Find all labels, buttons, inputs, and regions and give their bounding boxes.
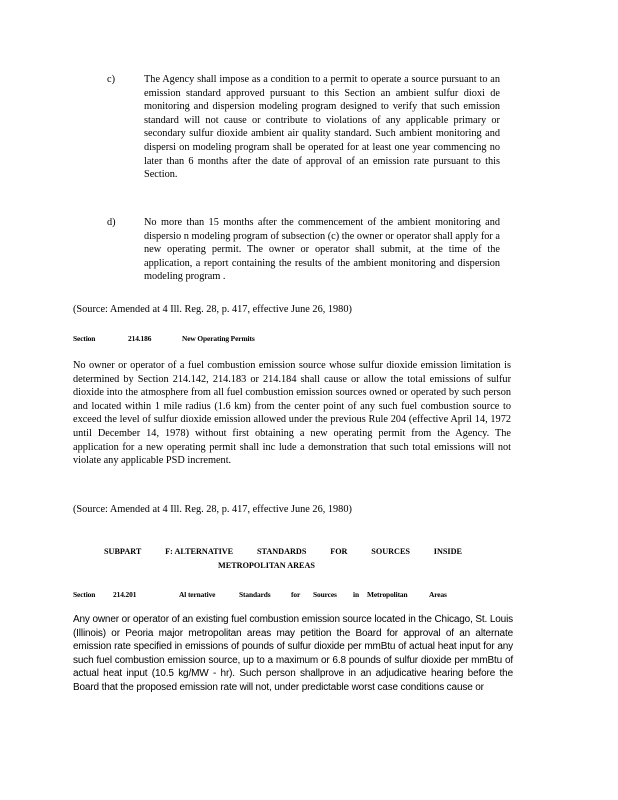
section-heading-214-201 (73, 590, 447, 599)
section-title: New Operating Permits (182, 334, 255, 343)
source-note-2: (Source: Amended at 4 Ill. Reg. 28, p. 417, effective June 26, 1980) (73, 504, 352, 515)
section-214-201-body: Any owner or operator of an existing fuel combustion emission source located in the Chicago, St. Louis (Illinois) or Peoria major metropolitan areas may petition the Board for approval of an alternate emission rate specified in emissions of pounds of sulfur dioxide per mmBtu of actual heat input for any such fuel combustion emission source, up to a maximum or 6.8 pounds of sulfur dioxide per mmBtu of actual heat input (10.5 kg/MW - hr). Such person shallprove in an adjudicative hearing before the Board that the proposed emission rate will not, under predictable worst case conditions cause or (73, 614, 513, 693)
subpart-word-5: SOURCES (371, 547, 410, 556)
section-label: Section (73, 334, 96, 343)
section-number: 214.186 (128, 334, 152, 343)
section-title-word: in (353, 590, 359, 599)
subpart-word-4: FOR (330, 547, 348, 556)
subsection-d-text: No more than 15 months after the commencement of the ambient monitoring and dispersio n modeling program of subsection (c) the owner or operator shall apply for a new operating permit. The owner or operator shall submit, at the time of the application, a report containing the results of the ambient monitoring and dispersion modeling program . (144, 217, 500, 283)
section-title-word: Standards (239, 590, 271, 599)
section-number: 214.201 (113, 590, 137, 599)
subsection-d-marker: d) (107, 217, 116, 228)
section-title-word: Areas (429, 590, 447, 599)
subsection-c-marker: c) (107, 74, 115, 85)
subpart-f-heading (104, 545, 484, 570)
subpart-word-3: STANDARDS (256, 547, 307, 556)
section-title-word: Metropolitan (367, 590, 408, 599)
subpart-word-1: SUBPART (104, 547, 142, 556)
section-214-186-body: No owner or operator of a fuel combustion emission source whose sulfur dioxide emission limitation is determined by Section 214.142, 214.183 or 214.184 shall cause or allow the total emissions of sulfur dioxide into the atmosphere from all fuel combustion emission sources owned or operated by such person and located within 1 mile radius (1.6 km) from the center point of any such fuel combustion source to exceed the level of sulfur dioxide emission allowed under the previous Rule 204 (effective April 14, 1972 until December 14, 1978) without first obtaining a new operating permit from the Agency. The application for a new operating permit shall inc lude a demonstration that such total emissions will not violate any applicable PSD increment. (73, 360, 511, 467)
subpart-word-2: F: ALTERNATIVE (165, 547, 234, 556)
section-title-word: for (291, 590, 301, 599)
section-title-word: Al ternative (179, 590, 216, 599)
source-note-1: (Source: Amended at 4 Ill. Reg. 28, p. 417, effective June 26, 1980) (73, 304, 352, 315)
subpart-word-6: INSIDE (433, 547, 462, 556)
subsection-c-text: The Agency shall impose as a condition to a permit to operate a source pursuant to an emission standard approved pursuant to this Section an ambient sulfur dioxi de monitoring and dispersion modeling program designed to verify that such emission standard will not cause or contribute to violations of any applicable primary or secondary sulfur dioxide ambient air quality standard. Such ambient monitoring and dispersi on modeling program shall be operated for at least one year commencing no later than 6 months after the date of approval of an emission rate pursuant to this Section. (144, 74, 500, 181)
section-label: Section (73, 590, 96, 599)
section-heading-214-186 (73, 334, 255, 343)
section-title-word: Sources (313, 590, 337, 599)
subpart-line-2: METROPOLITAN AREAS (218, 561, 315, 570)
